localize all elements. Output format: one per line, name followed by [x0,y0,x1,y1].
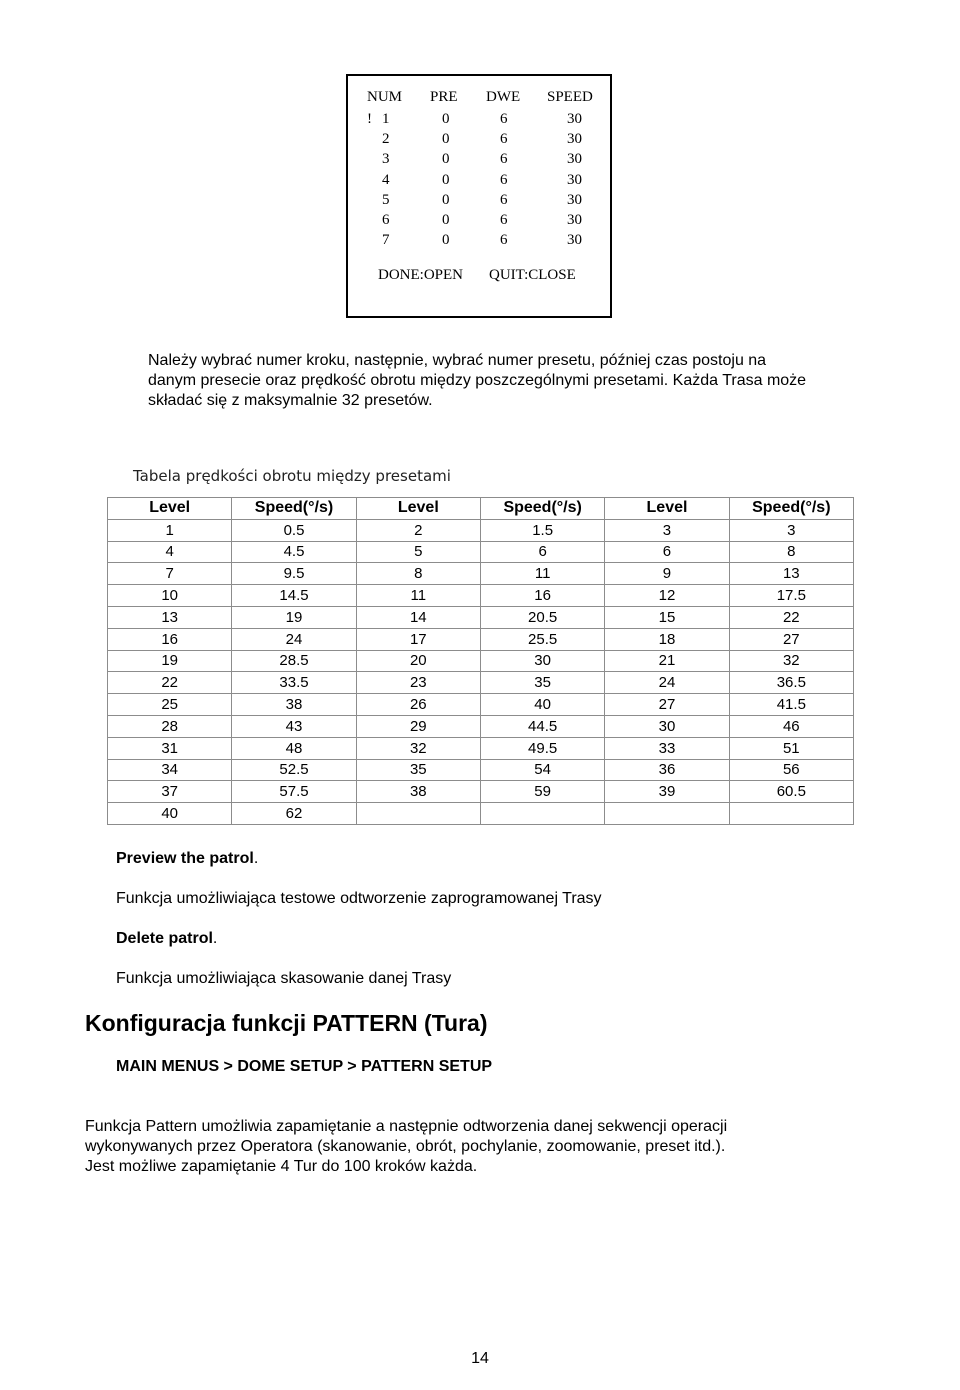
table-header-cell: Speed(°/s) [232,498,356,520]
table-row [108,585,854,607]
table-row [108,519,854,541]
table-cell: 11 [356,585,480,607]
osd-speed-cell: 30 [567,151,582,168]
table-cell: 25 [108,694,232,716]
table-cell: 29 [356,715,480,737]
table-cell: 22 [729,606,853,628]
table-header-cell: Level [108,498,232,520]
table-cell: 13 [108,606,232,628]
table-cell: 38 [356,781,480,803]
osd-done-label: DONE:OPEN [378,267,463,283]
table-cell: 28 [108,715,232,737]
table-cell: 12 [605,585,729,607]
table-body [108,519,854,824]
table-cell: 8 [729,541,853,563]
table-cell: 36 [605,759,729,781]
osd-dwe-cell: 6 [500,212,508,228]
osd-row [348,192,610,212]
osd-header-num: NUM [367,89,403,105]
table-header-cell: Speed(°/s) [729,498,853,520]
delete-title-text: Delete patrol [116,930,213,947]
osd-num-cell: 4 [382,171,390,188]
table-cell: 8 [356,563,480,585]
table-cell: 17 [356,628,480,650]
table-cell: 56 [729,759,853,781]
table-cell: 14 [356,606,480,628]
osd-pre-cell: 0 [442,171,450,188]
pattern-description [85,1117,845,1177]
table-cell: 36.5 [729,672,853,694]
osd-footer [348,267,610,287]
table-cell: 13 [729,563,853,585]
table-cell: 31 [108,737,232,759]
osd-dwe-cell: 6 [500,232,508,249]
table-cell: 33 [605,737,729,759]
table-cell: 24 [232,628,356,650]
table-row [108,628,854,650]
table-header-cell: Speed(°/s) [480,498,604,520]
osd-speed-cell: 30 [567,232,582,249]
delete-description: Funkcja umożliwiająca skasowanie danej Trasy [116,970,452,987]
table-header-cell: Level [605,498,729,520]
table-row [108,803,854,825]
pattern-line: Jest możliwe zapamiętanie 4 Tur do 100 kroków każda. [85,1158,478,1175]
osd-pre-cell: 0 [442,151,450,168]
osd-pre-cell: 0 [442,212,450,228]
osd-dwe-cell: 6 [500,191,508,208]
osd-num-cell: 3 [382,151,390,168]
intro-paragraph [148,351,868,411]
table-row [108,694,854,716]
table-header-cell: Level [356,498,480,520]
osd-pre-cell: 0 [442,131,450,148]
osd-header-dwe: DWE [486,89,521,105]
table-cell [480,803,604,825]
osd-row [348,151,610,171]
table-cell: 49.5 [480,737,604,759]
table-row [108,650,854,672]
table-row [108,737,854,759]
table-cell: 24 [605,672,729,694]
intro-line: składać się z maksymalnie 32 presetów. [148,392,433,409]
delete-title-dot: . [212,930,218,947]
osd-dwe-cell: 6 [500,131,508,148]
table-cell: 39 [605,781,729,803]
table-cell: 19 [108,650,232,672]
table-cell: 16 [480,585,604,607]
osd-speed-cell: 30 [567,111,582,127]
osd-speed-cell: 30 [567,212,582,228]
osd-row [348,172,610,192]
osd-row [348,111,610,131]
table-cell: 9 [605,563,729,585]
table-cell: 1 [108,519,232,541]
table-cell: 20.5 [480,606,604,628]
table-row [108,672,854,694]
table-cell: 4 [108,541,232,563]
osd-speed-cell: 30 [567,191,582,208]
section-heading: Konfiguracja funkcji PATTERN (Tura) [85,1010,488,1036]
table-cell: 62 [232,803,356,825]
osd-dwe-cell: 6 [500,151,508,168]
table-cell: 18 [605,628,729,650]
osd-num-cell: 2 [382,131,390,148]
table-row [108,541,854,563]
table-cell: 46 [729,715,853,737]
osd-speed-cell: 30 [567,131,582,148]
table-cell: 11 [480,563,604,585]
table-cell: 40 [480,694,604,716]
table-cell: 22 [108,672,232,694]
preview-title-dot: . [253,850,259,867]
table-row [108,715,854,737]
osd-dwe-cell: 6 [500,171,508,188]
osd-quit-label: QUIT:CLOSE [489,267,576,283]
table-row [108,781,854,803]
osd-num-cell: 1 [382,111,390,127]
osd-header-pre: PRE [430,89,458,105]
table-cell: 37 [108,781,232,803]
menu-path: MAIN MENUS > DOME SETUP > PATTERN SETUP [116,1058,493,1075]
osd-num-cell: 6 [382,212,390,228]
table-cell: 30 [480,650,604,672]
table-cell: 10 [108,585,232,607]
table-cell [729,803,853,825]
table-cell: 32 [356,737,480,759]
osd-num-cell: 5 [382,191,390,208]
osd-num-cell: 7 [382,232,390,249]
table-cell: 48 [232,737,356,759]
table-cell: 33.5 [232,672,356,694]
preview-title [116,850,258,868]
table-header-row [108,498,854,520]
table-cell: 32 [729,650,853,672]
table-cell: 43 [232,715,356,737]
table-cell: 28.5 [232,650,356,672]
table-cell: 57.5 [232,781,356,803]
osd-pre-cell: 0 [442,191,450,208]
osd-header-speed: SPEED [547,89,593,105]
page-number: 14 [471,1350,489,1367]
preview-title-text: Preview the patrol [116,850,254,867]
osd-cursor: ! [367,111,372,127]
table-cell: 52.5 [232,759,356,781]
osd-row [348,212,610,232]
table-cell: 6 [605,541,729,563]
table-cell: 14.5 [232,585,356,607]
table-cell: 2 [356,519,480,541]
table-cell [605,803,729,825]
table-row [108,606,854,628]
speed-table [107,497,854,825]
osd-pre-cell: 0 [442,111,450,127]
table-cell: 54 [480,759,604,781]
table-cell: 0.5 [232,519,356,541]
table-cell: 19 [232,606,356,628]
table-cell: 35 [480,672,604,694]
table-row [108,563,854,585]
osd-row [348,131,610,151]
intro-line: Należy wybrać numer kroku, następnie, wybrać numer presetu, później czas postoju na [148,352,767,369]
table-cell: 21 [605,650,729,672]
table-cell: 25.5 [480,628,604,650]
table-cell: 16 [108,628,232,650]
osd-speed-cell: 30 [567,171,582,188]
table-cell: 51 [729,737,853,759]
pattern-line: wykonywanych przez Operatora (skanowanie, obrót, pochylanie, zoomowanie, preset itd.). [85,1138,726,1155]
table-cell: 44.5 [480,715,604,737]
table-cell: 15 [605,606,729,628]
preview-description: Funkcja umożliwiająca testowe odtworzenie zaprogramowanej Trasy [116,890,602,907]
intro-line: danym presecie oraz prędkość obrotu między poszczególnymi presetami. Każda Trasa może [148,372,807,389]
table-cell: 17.5 [729,585,853,607]
osd-header-row [348,89,610,109]
osd-row [348,232,610,252]
table-cell: 20 [356,650,480,672]
table-cell: 6 [480,541,604,563]
table-cell: 34 [108,759,232,781]
table-cell: 3 [605,519,729,541]
osd-pre-cell: 0 [442,232,450,249]
table-cell: 23 [356,672,480,694]
table-cell: 3 [729,519,853,541]
table-cell: 4.5 [232,541,356,563]
delete-title [116,930,217,948]
table-cell: 9.5 [232,563,356,585]
table-cell: 5 [356,541,480,563]
table-cell: 27 [605,694,729,716]
table-cell: 40 [108,803,232,825]
table-row [108,759,854,781]
table-cell: 35 [356,759,480,781]
table-cell: 30 [605,715,729,737]
pattern-line: Funkcja Pattern umożliwia zapamiętanie a następnie odtworzenia danej sekwencji operacji [85,1118,728,1135]
table-cell [356,803,480,825]
table-cell: 1.5 [480,519,604,541]
table-cell: 38 [232,694,356,716]
table-cell: 60.5 [729,781,853,803]
table-cell: 27 [729,628,853,650]
table-caption: Tabela prędkości obrotu między presetami [133,467,451,485]
osd-dwe-cell: 6 [500,111,508,127]
table-cell: 26 [356,694,480,716]
table-cell: 7 [108,563,232,585]
osd-patrol-screen [346,74,612,318]
table-cell: 59 [480,781,604,803]
table-cell: 41.5 [729,694,853,716]
